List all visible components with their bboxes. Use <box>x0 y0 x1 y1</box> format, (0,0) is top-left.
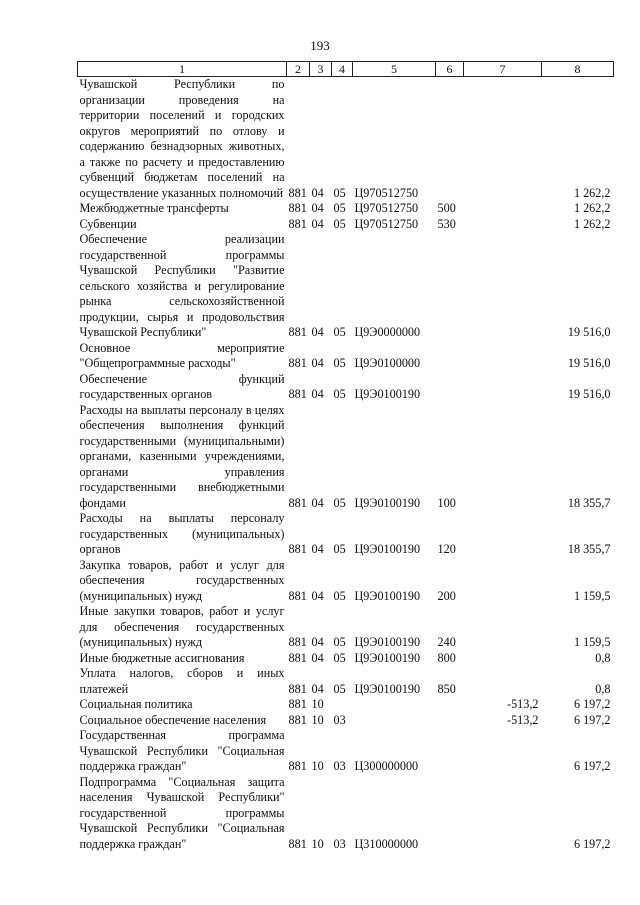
cell-section: 04 <box>311 681 324 696</box>
cell-expense-type <box>436 341 464 372</box>
cell-subsection: 05 <box>333 681 346 696</box>
cell-expense-type <box>436 697 464 713</box>
table-row <box>78 651 614 667</box>
cell-change <box>464 232 542 341</box>
row-name: Основное мероприятие "Общепрограммные расходы" <box>79 340 285 370</box>
cell-expense-type <box>436 728 464 775</box>
row-name: Подпрограмма "Социальная защита населения Чувашской Республики" государственной программы Чувашской Республики "Социальная поддержка граждан" <box>79 774 285 851</box>
cell-target-article: Ц9Э0100000 <box>354 356 421 370</box>
cell-ministry: 881 <box>288 542 307 556</box>
cell-target-article: Ц9Э0100190 <box>354 588 421 603</box>
cell-amount: 18 355,7 <box>567 542 611 556</box>
cell-amount: 6 197,2 <box>573 836 611 851</box>
cell-expense-type <box>436 232 464 341</box>
cell-section: 04 <box>311 650 324 665</box>
row-name: Обеспечение функций государственных органов <box>79 371 285 401</box>
cell-target-article <box>353 713 436 729</box>
cell-expense-type <box>436 77 464 202</box>
table-row <box>78 372 614 403</box>
cell-subsection: 05 <box>333 635 346 649</box>
cell-expense-type: 100 <box>437 495 456 510</box>
cell-section: 10 <box>311 697 324 711</box>
page-number: 193 <box>310 38 330 53</box>
cell-section: 04 <box>311 387 324 401</box>
cell-amount: 0,8 <box>595 681 611 696</box>
cell-expense-type: 200 <box>437 588 456 603</box>
cell-change: -513,2 <box>507 697 539 711</box>
cell-ministry: 881 <box>288 712 307 727</box>
cell-change <box>464 666 542 697</box>
cell-ministry: 881 <box>288 201 307 215</box>
cell-section: 04 <box>311 495 324 510</box>
cell-section: 10 <box>311 759 324 773</box>
cell-expense-type: 530 <box>437 216 456 231</box>
cell-section: 10 <box>311 712 324 727</box>
cell-target-article: Ц9Э0100190 <box>354 650 421 665</box>
cell-subsection: 05 <box>333 588 346 603</box>
row-name: Социальное обеспечение населения <box>79 712 267 727</box>
column-header: 8 <box>542 62 614 77</box>
row-name: Субвенции <box>79 216 137 231</box>
column-header: 7 <box>464 62 542 77</box>
cell-target-article: Ц9Э0100190 <box>354 542 421 556</box>
cell-expense-type: 240 <box>437 635 456 649</box>
cell-ministry: 881 <box>288 588 307 603</box>
cell-change <box>464 341 542 372</box>
table-row <box>78 666 614 697</box>
cell-change <box>464 511 542 558</box>
cell-section: 04 <box>311 635 324 649</box>
cell-subsection: 05 <box>333 356 346 370</box>
cell-ministry: 881 <box>288 185 307 200</box>
cell-subsection: 05 <box>333 201 346 215</box>
cell-ministry: 881 <box>288 650 307 665</box>
cell-subsection: 05 <box>333 325 346 339</box>
cell-ministry: 881 <box>288 759 307 773</box>
table-row <box>78 341 614 372</box>
cell-ministry: 881 <box>288 697 307 711</box>
cell-target-article <box>353 697 436 713</box>
row-name: Межбюджетные трансферты <box>79 201 229 215</box>
cell-target-article: Ц9Э0100190 <box>354 387 421 401</box>
cell-ministry: 881 <box>288 681 307 696</box>
cell-expense-type: 850 <box>437 681 456 696</box>
cell-change <box>464 604 542 651</box>
cell-section: 04 <box>311 201 324 215</box>
column-header: 1 <box>78 62 287 77</box>
cell-subsection: 05 <box>333 216 346 231</box>
row-name: Иные закупки товаров, работ и услуг для обеспечения государственных (муниципальных) нужд <box>79 604 285 649</box>
row-name: Обеспечение реализации государственной программы Чувашской Республики "Развитие сельского хозяйства и регулирование рынка сельскохозяйственной продукции, сырья и продовольствия Чувашской Республики" <box>79 232 285 339</box>
cell-target-article: Ц9Э0000000 <box>354 325 421 339</box>
cell-subsection: 05 <box>333 650 346 665</box>
cell-ministry: 881 <box>288 216 307 231</box>
cell-change <box>464 217 542 233</box>
column-header: 5 <box>353 62 436 77</box>
cell-amount: 6 197,2 <box>573 712 611 727</box>
cell-amount: 1 159,5 <box>573 635 611 649</box>
table-header-row <box>78 62 614 77</box>
row-name: Расходы на выплаты персоналу в целях обеспечения выполнения функций государственными (муниципальными) органами, казенными учреждениями, органами управления государственными внебюджетными фондами <box>79 402 285 510</box>
column-header: 4 <box>332 62 353 77</box>
column-header: 6 <box>436 62 464 77</box>
cell-target-article: Ц970512750 <box>354 201 419 215</box>
row-name: Социальная политика <box>79 697 193 711</box>
cell-change <box>464 77 542 202</box>
cell-target-article: Ц300000000 <box>354 759 419 773</box>
cell-amount: 0,8 <box>595 650 611 665</box>
cell-section: 04 <box>311 356 324 370</box>
budget-table <box>77 61 614 852</box>
table-row <box>78 201 614 217</box>
cell-change <box>464 201 542 217</box>
cell-amount: 1 262,2 <box>573 216 611 231</box>
table-row <box>78 604 614 651</box>
cell-amount: 19 516,0 <box>567 356 611 370</box>
cell-amount: 19 516,0 <box>567 387 611 401</box>
cell-subsection: 03 <box>333 836 346 851</box>
table-row <box>78 403 614 512</box>
table-row <box>78 511 614 558</box>
table-row <box>78 558 614 605</box>
cell-amount: 19 516,0 <box>567 325 611 339</box>
cell-target-article: Ц970512750 <box>354 185 419 200</box>
cell-ministry: 881 <box>288 635 307 649</box>
cell-change <box>464 558 542 605</box>
row-name: Чувашской Республики по организации проведения на территории поселений и городских округов мероприятий по отлову и содержанию безнадзорных животных, а также по расчету и предоставлению субвенций бюджетам поселений на осуществление указанных полномочий <box>79 77 285 200</box>
row-name: Уплата налогов, сборов и иных платежей <box>79 666 285 696</box>
cell-section: 04 <box>311 542 324 556</box>
cell-subsection <box>332 697 353 713</box>
cell-section: 04 <box>311 185 324 200</box>
cell-expense-type <box>436 372 464 403</box>
cell-ministry: 881 <box>288 836 307 851</box>
cell-change <box>464 728 542 775</box>
table-row <box>78 697 614 713</box>
cell-ministry: 881 <box>288 356 307 370</box>
table-row <box>78 232 614 341</box>
cell-expense-type: 500 <box>437 201 456 215</box>
cell-amount: 1 262,2 <box>573 185 611 200</box>
cell-amount: 18 355,7 <box>567 495 611 510</box>
cell-change <box>464 775 542 853</box>
table-row <box>78 775 614 853</box>
cell-expense-type: 120 <box>437 542 456 556</box>
cell-section: 04 <box>311 216 324 231</box>
cell-amount: 6 197,2 <box>573 697 611 711</box>
cell-target-article: Ц310000000 <box>354 836 419 851</box>
cell-change: -513,2 <box>507 712 539 727</box>
table-row <box>78 713 614 729</box>
row-name: Расходы на выплаты персоналу государственных (муниципальных) органов <box>79 511 285 556</box>
cell-subsection: 05 <box>333 387 346 401</box>
cell-section: 04 <box>311 588 324 603</box>
cell-subsection: 03 <box>333 759 346 773</box>
cell-target-article: Ц970512750 <box>354 216 419 231</box>
cell-ministry: 881 <box>288 325 307 339</box>
cell-change <box>464 403 542 512</box>
cell-expense-type <box>436 713 464 729</box>
column-header: 2 <box>287 62 310 77</box>
cell-subsection: 05 <box>333 495 346 510</box>
table-row <box>78 217 614 233</box>
cell-expense-type: 800 <box>437 650 456 665</box>
column-header: 3 <box>310 62 332 77</box>
cell-expense-type <box>436 775 464 853</box>
cell-ministry: 881 <box>288 387 307 401</box>
cell-target-article: Ц9Э0100190 <box>354 495 421 510</box>
cell-ministry: 881 <box>288 495 307 510</box>
cell-change <box>464 651 542 667</box>
cell-subsection: 03 <box>333 712 346 727</box>
cell-target-article: Ц9Э0100190 <box>354 681 421 696</box>
cell-section: 04 <box>311 325 324 339</box>
row-name: Закупка товаров, работ и услуг для обеспечения государственных (муниципальных) нужд <box>79 557 285 603</box>
cell-amount: 6 197,2 <box>573 759 611 773</box>
cell-section: 10 <box>311 836 324 851</box>
table-row <box>78 728 614 775</box>
row-name: Государственная программа Чувашской Республики "Социальная поддержка граждан" <box>79 728 285 773</box>
row-name: Иные бюджетные ассигнования <box>79 650 245 665</box>
cell-amount: 1 262,2 <box>573 201 611 215</box>
cell-amount: 1 159,5 <box>573 588 611 603</box>
cell-subsection: 05 <box>333 542 346 556</box>
cell-change <box>464 372 542 403</box>
cell-target-article: Ц9Э0100190 <box>354 635 421 649</box>
table-row <box>78 77 614 202</box>
cell-subsection: 05 <box>333 185 346 200</box>
